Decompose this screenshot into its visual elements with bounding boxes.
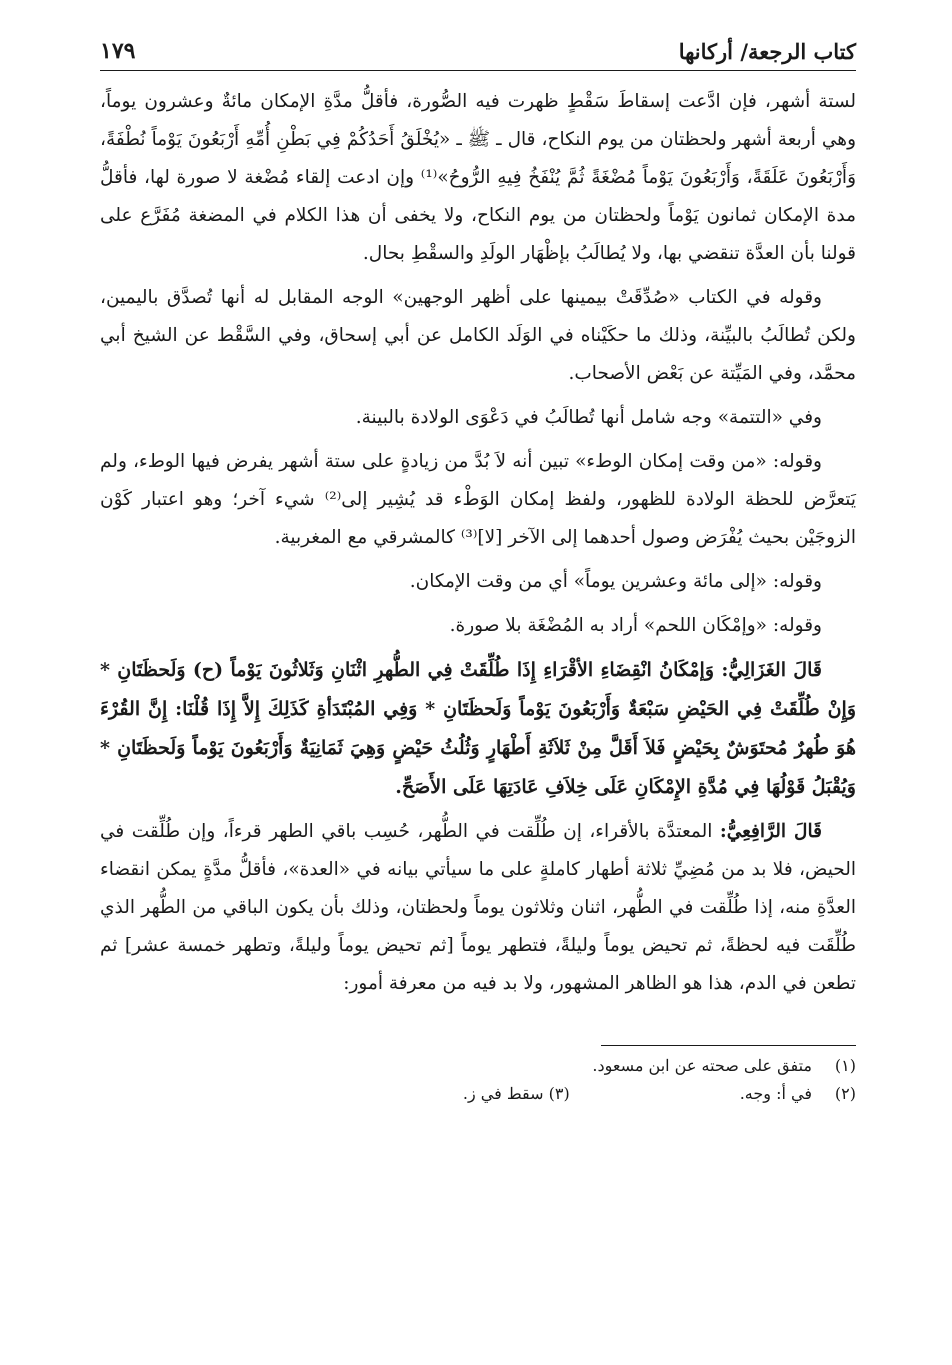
speaker-ghazali: قَالَ الغَزَالِيُّ: [721, 659, 822, 681]
page-body [100, 83, 856, 1003]
paragraph-7-ghazali [100, 651, 856, 807]
footnote-divider [601, 1045, 856, 1046]
paragraph-8-rafii [100, 813, 856, 1003]
paragraph-1: لستة أشهر، فإن ادَّعت إسقاطَ سَقْطٍ ظهرت فيه الصُّورة، فأقلُّ مدَّةِ الإمكان مائةٌ وعشرون يوماً، وهي أربعة أشهر ولحظتان من يوم النكاح، قال ـ ﷺ ـ «يُخْلَقُ أَحَدُكُمْ فِي بَطْنِ أُمِّهِ أَرْبَعُونَ يَوْماً نُطْفَةً، وَأَرْبَعُونَ عَلَقَةً، وَأَرْبَعُونَ يَوْماً مُضْغَةً ثُمَّ يُنْفَخُ فِيهِ الرُّوحُ»⁽¹⁾ وإن ادعت إلقاء مُضْغة لا صورة لها، فأقلُّ مدة الإمكان ثمانون يَوْماً ولحظتان من يوم النكاح، ولا يخفى أن هذا الكلام في المضغة مُفَرَّع على قولنا بأن العدَّة تنقضي بها، ولا يُطالَبُ بإظْهَار الولَدِ والسقْطِ بحال. [100, 91, 856, 264]
paragraph-5: وقوله: «إلى مائة وعشرين يوماً» أي من وقت الإمكان. [409, 571, 822, 592]
footnote-2-number: (٢) [834, 1084, 856, 1103]
speaker-rafii: قَالَ الرَّافِعِيُّ: [719, 821, 822, 842]
page-number: ١٧٩ [100, 38, 136, 64]
footnote-2 [100, 1080, 856, 1108]
header-title: كتاب الرجعة/ أركانها [678, 39, 856, 64]
footnote-1 [100, 1052, 856, 1080]
running-header [100, 34, 856, 71]
paragraph-8-text: المعتدَّة بالأقراء، إن طُلِّقت في الطُّهر، حُسِب باقي الطهر قرءاً، وإن طُلِّقت في الحيض، فلا بد من مُضِيِّ ثلاثة أطهار كاملةٍ على ما سيأتي بيانه في «العدة»، فأقلُّ مدَّةٍ يمكن انقضاء العدَّةِ منه، إذا طُلِّقت في الطُّهر، اثنان وثلاثون يوماً ولحظتان، وذلك بأن يكون الباقي من الطُّهر الذي طُلِّقَت فيه لحظةً، ثم تحيض يوماً وليلةً، فتطهر يوماً [ثم تحيض يوماً وليلةً، وتطهر خمسة عشر] ثم تطعن في الدم، هذا هو الظاهر المشهور، ولا بد فيه من معرفة أمور: [100, 821, 856, 994]
paragraph-4: وقوله: «من وقت إمكان الوطء» تبين أنه لاَ بُدَّ من زيادةٍ على ستة أشهر يفرض فيها الوطء، ولم يَتعرَّض للحظة الولادة للظهور، ولفظ إمكان الوَطْء قد يُشِير إلى⁽²⁾ شيء آخر؛ وهو اعتبار كَوْن الزوجَيْن بحيث يُفْرَض وصول أحدهما إلى الآخر [لا]⁽³⁾ كالمشرقي مع المغربية. [100, 451, 856, 548]
paragraph-7-text: وَإمْكَانُ انْقِضَاءِ الأقْرَاءِ إِذَا طُلِّقَتْ فِي الطُّهرِ اثْنَانِ وَثَلاثُونَ يَوْماً (ح) وَلَحظَتَانِ * وَإِنْ طُلِّقَتْ فِي الحَيْضِ سَبْعَةٌ وَأَرْبَعُونَ يَوْماً وَلَحظَتَانِ * وَفِي المُبْتَدَأةِ كَذَلِكَ إِلاَّ إِذَا قُلْنَا: إِنَّ القُرْءَ هُوَ طُهرٌ مُحتَوَشٌ بِحَيْضٍ فَلاَ أَقَلَّ مِنْ ثَلاَثَةِ أَطْهَارٍ وَثُلُثُ حَيْضٍ وَهِيَ ثَمَانِيَةٌ وَأَرْبَعُونَ يَوْماً وَلَحظَتَانِ * وَيُقْبَلُ قَوْلُهَا فِي مُدَّةِ الإِمْكَانِ عَلَى خِلاَفِ عَادَتِهَا عَلَى الأَصَحِّ. [100, 659, 856, 798]
footnote-1-number: (١) [834, 1056, 856, 1075]
footnote-3: (٣) سقط في ز. [462, 1084, 570, 1103]
paragraph-6: وقوله: «وإمْكَان اللحم» أراد به المُضْغَة بلا صورة. [449, 615, 822, 636]
paragraph-3: وفي «التتمة» وجه شامل أنها تُطالَبُ في دَعْوَى الولادة بالبينة. [355, 407, 822, 428]
paragraph-2: وقوله في الكتاب «صُدِّقَتْ بيمينها على أظهر الوجهين» الوجه المقابل له أنها تُصدَّق باليمين، ولكن تُطالَبُ بالبيِّنة، وذلك ما حكَيْناه في الوَلَد الكامل عن أبي إسحاق، وفي السَّقْط عن الشيخ أبي محمَّد، وفي المَيِّتة عن بَعْض الأصحاب. [100, 287, 856, 384]
footnote-1-text: متفق على صحته عن ابن مسعود. [592, 1056, 812, 1075]
footnote-2-text: في أ: وجه. [739, 1084, 812, 1103]
